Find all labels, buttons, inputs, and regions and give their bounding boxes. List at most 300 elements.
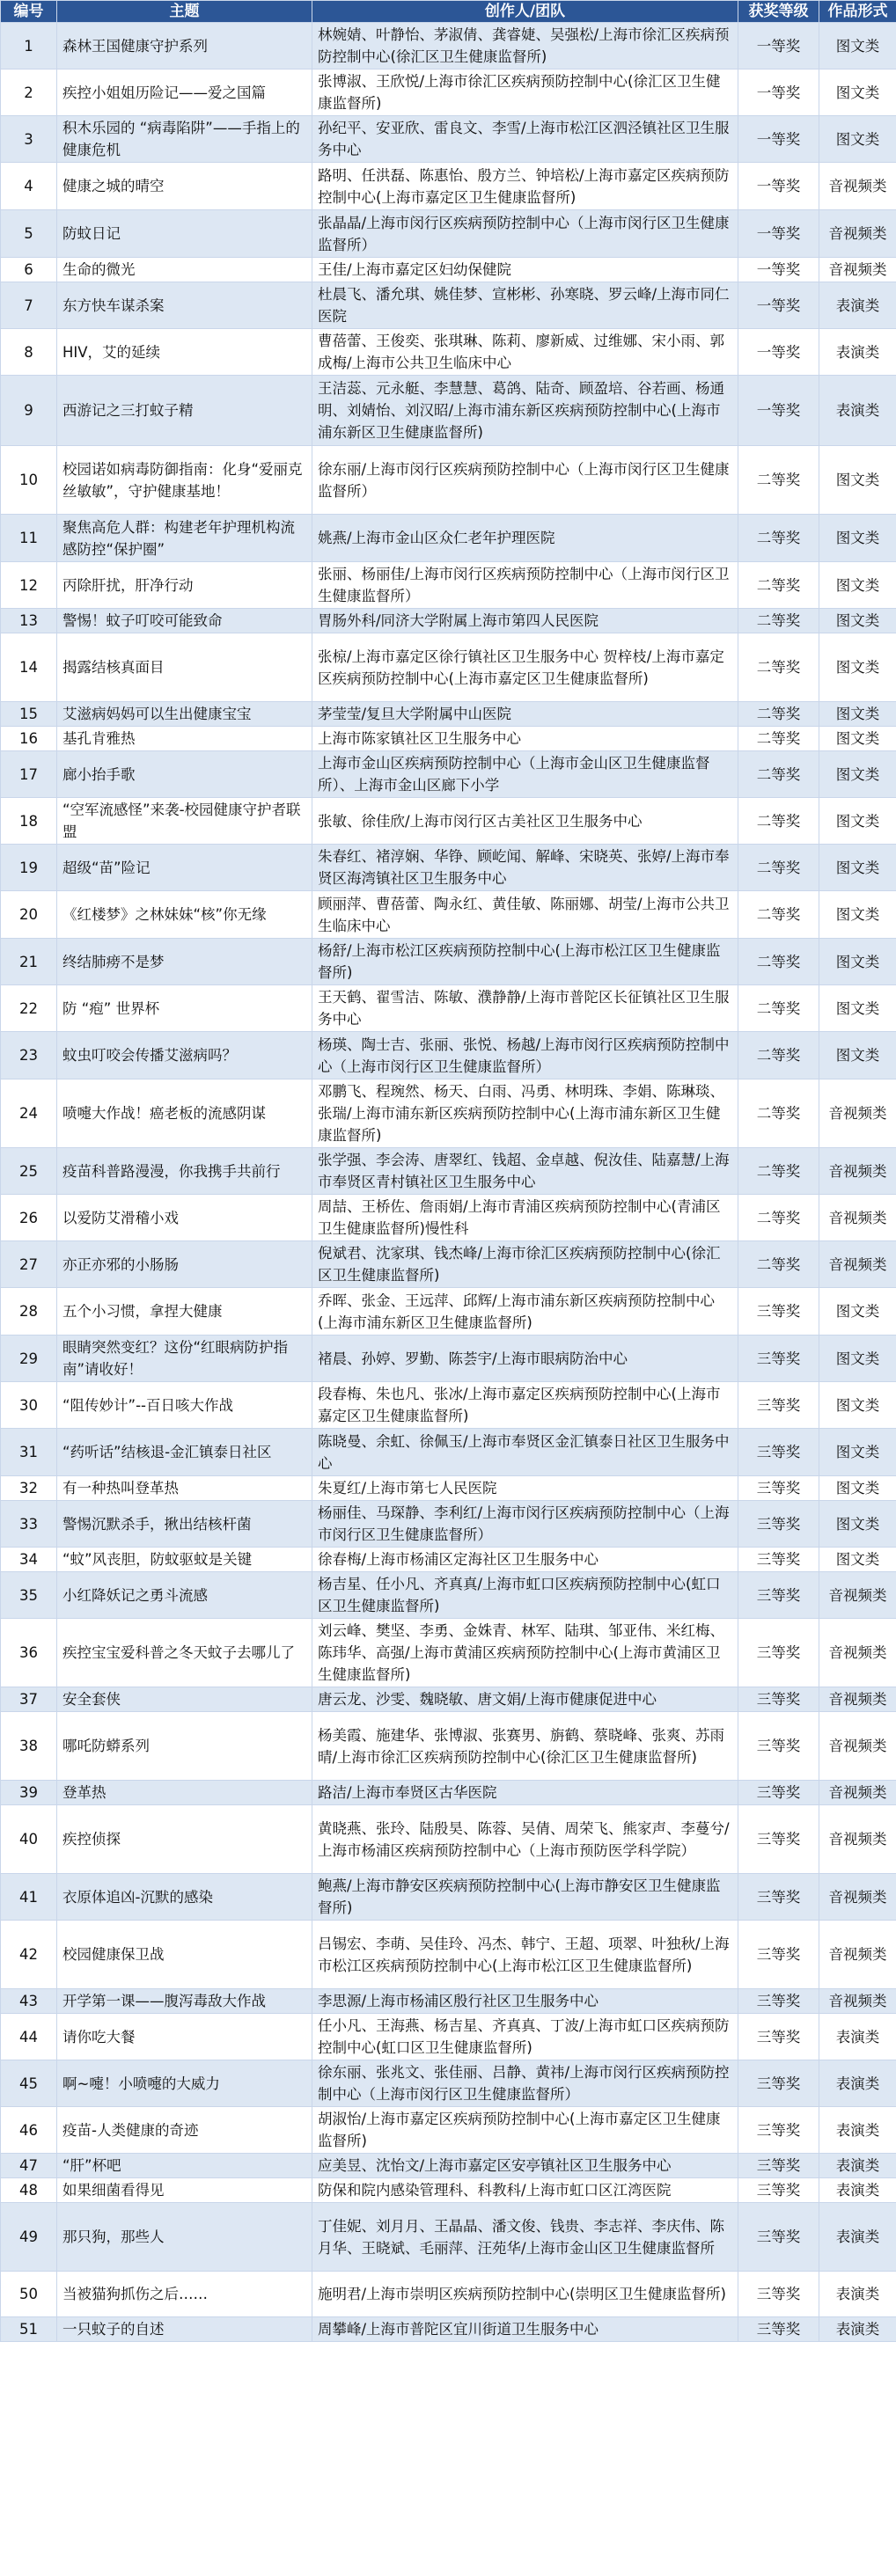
cell-form: 表演类 — [819, 2060, 896, 2107]
table-row — [1, 163, 896, 210]
cell-no: 21 — [1, 939, 57, 985]
cell-title: 基孔肯雅热 — [57, 727, 312, 751]
cell-form: 音视频类 — [819, 1805, 896, 1874]
cell-no: 34 — [1, 1548, 57, 1572]
cell-award: 二等奖 — [738, 845, 819, 891]
cell-award: 三等奖 — [738, 2272, 819, 2317]
cell-award: 一等奖 — [738, 210, 819, 258]
cell-no: 1 — [1, 23, 57, 70]
cell-award: 二等奖 — [738, 751, 819, 798]
cell-no: 16 — [1, 727, 57, 751]
cell-no: 35 — [1, 1572, 57, 1619]
cell-award: 三等奖 — [738, 2154, 819, 2178]
cell-award: 一等奖 — [738, 116, 819, 163]
cell-award: 二等奖 — [738, 446, 819, 515]
cell-award: 二等奖 — [738, 1032, 819, 1079]
cell-team: 徐东丽、张兆文、张佳丽、吕静、黄祎/上海市闵行区疾病预防控制中心（上海市闵行区卫生健康监督所） — [312, 2060, 738, 2107]
cell-no: 3 — [1, 116, 57, 163]
cell-form: 表演类 — [819, 2107, 896, 2154]
table-row — [1, 1874, 896, 1921]
cell-form: 图文类 — [819, 1288, 896, 1336]
cell-award: 三等奖 — [738, 2014, 819, 2060]
cell-no: 12 — [1, 562, 57, 609]
cell-form: 表演类 — [819, 282, 896, 329]
table-row — [1, 515, 896, 562]
cell-no: 9 — [1, 376, 57, 446]
cell-no: 30 — [1, 1382, 57, 1429]
cell-award: 三等奖 — [738, 1921, 819, 1989]
table-row — [1, 2060, 896, 2107]
cell-no: 39 — [1, 1781, 57, 1805]
table-row — [1, 633, 896, 702]
cell-no: 26 — [1, 1195, 57, 1241]
cell-form: 图文类 — [819, 1476, 896, 1501]
table-row — [1, 1921, 896, 1989]
cell-award: 一等奖 — [738, 329, 819, 376]
cell-form: 图文类 — [819, 633, 896, 702]
cell-award: 三等奖 — [738, 1336, 819, 1382]
cell-award: 三等奖 — [738, 1712, 819, 1781]
cell-form: 图文类 — [819, 985, 896, 1032]
cell-team: 黄晓燕、张玲、陆殷昊、陈蓉、吴倩、周荣飞、熊家声、李蔓兮/上海市杨浦区疾病预防控制中心（上海市预防医学科学院） — [312, 1805, 738, 1874]
cell-no: 2 — [1, 70, 57, 116]
cell-team: 上海市陈家镇社区卫生服务中心 — [312, 727, 738, 751]
table-row — [1, 1989, 896, 2014]
cell-title: 安全套侠 — [57, 1687, 312, 1712]
table-row — [1, 1429, 896, 1476]
cell-no: 11 — [1, 515, 57, 562]
cell-form: 表演类 — [819, 2178, 896, 2203]
table-row — [1, 845, 896, 891]
cell-team: 周喆、王桥佐、詹雨娟/上海市青浦区疾病预防控制中心(青浦区卫生健康监督所)慢性科 — [312, 1195, 738, 1241]
cell-award: 三等奖 — [738, 1572, 819, 1619]
cell-award: 三等奖 — [738, 1619, 819, 1687]
table-row — [1, 2317, 896, 2342]
table-row — [1, 282, 896, 329]
table-row — [1, 939, 896, 985]
cell-no: 50 — [1, 2272, 57, 2317]
cell-team: 杨美霞、施建华、张博淑、张赛男、旃鹤、蔡晓峰、张爽、苏雨晴/上海市徐汇区疾病预防控制中心(徐汇区卫生健康监督所) — [312, 1712, 738, 1781]
cell-form: 表演类 — [819, 2272, 896, 2317]
cell-award: 三等奖 — [738, 1687, 819, 1712]
cell-no: 44 — [1, 2014, 57, 2060]
table-row — [1, 1032, 896, 1079]
table-row — [1, 116, 896, 163]
cell-team: 姚燕/上海市金山区众仁老年护理医院 — [312, 515, 738, 562]
table-row — [1, 1805, 896, 1874]
cell-title: 终结肺痨不是梦 — [57, 939, 312, 985]
table-row — [1, 1288, 896, 1336]
cell-title: 森林王国健康守护系列 — [57, 23, 312, 70]
cell-title: HIV，艾的延续 — [57, 329, 312, 376]
cell-award: 二等奖 — [738, 798, 819, 845]
cell-title: 西游记之三打蚊子精 — [57, 376, 312, 446]
table-row — [1, 1079, 896, 1148]
cell-form: 图文类 — [819, 1548, 896, 1572]
cell-title: 如果细菌看得见 — [57, 2178, 312, 2203]
cell-team: 吕锡宏、李萌、吴佳玲、冯杰、韩宁、王超、项翠、叶独秋/上海市松江区疾病预防控制中心(上海市松江区卫生健康监督所) — [312, 1921, 738, 1989]
header-row — [1, 1, 896, 23]
cell-team: 杨瑛、陶士吉、张丽、张悦、杨越/上海市闵行区疾病预防控制中心（上海市闵行区卫生健康监督所） — [312, 1032, 738, 1079]
cell-award: 三等奖 — [738, 1476, 819, 1501]
cell-no: 17 — [1, 751, 57, 798]
cell-no: 23 — [1, 1032, 57, 1079]
cell-title: 小红降妖记之勇斗流感 — [57, 1572, 312, 1619]
cell-title: 防 “疱” 世界杯 — [57, 985, 312, 1032]
cell-form: 音视频类 — [819, 258, 896, 282]
cell-team: 段春梅、朱也凡、张冰/上海市嘉定区疾病预防控制中心(上海市嘉定区卫生健康监督所) — [312, 1382, 738, 1429]
cell-team: 路洁/上海市奉贤区古华医院 — [312, 1781, 738, 1805]
cell-no: 51 — [1, 2317, 57, 2342]
cell-no: 22 — [1, 985, 57, 1032]
cell-team: 张学强、李会涛、唐翠红、钱超、金卓越、倪汝佳、陆嘉慧/上海市奉贤区青村镇社区卫生服务中心 — [312, 1148, 738, 1195]
cell-team: 顾丽萍、曹蓓蕾、陶永红、黄佳敏、陈丽娜、胡莹/上海市公共卫生临床中心 — [312, 891, 738, 939]
cell-no: 47 — [1, 2154, 57, 2178]
cell-form: 图文类 — [819, 70, 896, 116]
table-row — [1, 2272, 896, 2317]
cell-team: 邓鹏飞、程琬然、杨天、白雨、冯勇、林明珠、李娟、陈琳琰、张瑞/上海市浦东新区疾病预防控制中心(上海市浦东新区卫生健康监督所) — [312, 1079, 738, 1148]
cell-no: 19 — [1, 845, 57, 891]
cell-team: 路明、任洪磊、陈惠怡、殷方兰、钟培松/上海市嘉定区疾病预防控制中心(上海市嘉定区卫生健康监督所) — [312, 163, 738, 210]
cell-no: 33 — [1, 1501, 57, 1548]
table-row — [1, 2178, 896, 2203]
cell-no: 20 — [1, 891, 57, 939]
cell-form: 音视频类 — [819, 1687, 896, 1712]
cell-award: 三等奖 — [738, 2060, 819, 2107]
cell-team: 唐云龙、沙雯、魏晓敏、唐文娟/上海市健康促进中心 — [312, 1687, 738, 1712]
cell-title: 廊小抬手歌 — [57, 751, 312, 798]
cell-form: 音视频类 — [819, 1619, 896, 1687]
table-row — [1, 1241, 896, 1288]
cell-form: 音视频类 — [819, 1079, 896, 1148]
cell-award: 三等奖 — [738, 2203, 819, 2272]
cell-form: 图文类 — [819, 23, 896, 70]
cell-team: 胃肠外科/同济大学附属上海市第四人民医院 — [312, 609, 738, 633]
cell-title: 那只狗，那些人 — [57, 2203, 312, 2272]
table-row — [1, 1572, 896, 1619]
cell-title: 疫苗科普路漫漫，你我携手共前行 — [57, 1148, 312, 1195]
cell-no: 31 — [1, 1429, 57, 1476]
cell-title: 以爱防艾滑稽小戏 — [57, 1195, 312, 1241]
cell-form: 音视频类 — [819, 1874, 896, 1921]
cell-title: 积木乐园的 “病毒陷阱”——手指上的健康危机 — [57, 116, 312, 163]
cell-award: 二等奖 — [738, 633, 819, 702]
cell-team: 王佳/上海市嘉定区妇幼保健院 — [312, 258, 738, 282]
cell-form: 图文类 — [819, 116, 896, 163]
cell-team: 张椋/上海市嘉定区徐行镇社区卫生服务中心 贺梓枝/上海市嘉定区疾病预防控制中心(上海市嘉定区卫生健康监督所) — [312, 633, 738, 702]
cell-no: 40 — [1, 1805, 57, 1874]
cell-form: 表演类 — [819, 2203, 896, 2272]
table-row — [1, 798, 896, 845]
cell-title: “肝”杯吧 — [57, 2154, 312, 2178]
cell-title: 衣原体追凶-沉默的感染 — [57, 1874, 312, 1921]
table-row — [1, 1501, 896, 1548]
cell-award: 二等奖 — [738, 1148, 819, 1195]
cell-title: 五个小习惯，拿捏大健康 — [57, 1288, 312, 1336]
table-row — [1, 2014, 896, 2060]
cell-title: 疾控宝宝爱科普之冬天蚊子去哪儿了 — [57, 1619, 312, 1687]
cell-award: 三等奖 — [738, 1805, 819, 1874]
cell-title: 哪吒防蟒系列 — [57, 1712, 312, 1781]
cell-no: 46 — [1, 2107, 57, 2154]
table-row — [1, 1382, 896, 1429]
cell-title: 喷嚏大作战！癌老板的流感阴谋 — [57, 1079, 312, 1148]
cell-title: “药听话”结核退-金汇镇泰日社区 — [57, 1429, 312, 1476]
cell-award: 三等奖 — [738, 2178, 819, 2203]
header-team: 创作人/团队 — [312, 1, 738, 23]
cell-title: 生命的微光 — [57, 258, 312, 282]
cell-team: 朱夏红/上海市第七人民医院 — [312, 1476, 738, 1501]
cell-title: 揭露结核真面目 — [57, 633, 312, 702]
table-row — [1, 1712, 896, 1781]
cell-team: 徐东丽/上海市闵行区疾病预防控制中心（上海市闵行区卫生健康监督所） — [312, 446, 738, 515]
cell-no: 7 — [1, 282, 57, 329]
table-row — [1, 1195, 896, 1241]
cell-team: 林婉婧、叶静怡、茅淑倩、龚睿婕、吴强松/上海市徐汇区疾病预防控制中心(徐汇区卫生健康监督所) — [312, 23, 738, 70]
cell-award: 二等奖 — [738, 1079, 819, 1148]
table-row — [1, 2107, 896, 2154]
cell-title: 警惕沉默杀手，揪出结核杆菌 — [57, 1501, 312, 1548]
cell-no: 25 — [1, 1148, 57, 1195]
cell-team: 任小凡、王海燕、杨吉星、齐真真、丁波/上海市虹口区疾病预防控制中心(虹口区卫生健康监督所) — [312, 2014, 738, 2060]
cell-award: 二等奖 — [738, 985, 819, 1032]
cell-award: 二等奖 — [738, 727, 819, 751]
table-row — [1, 727, 896, 751]
table-row — [1, 2203, 896, 2272]
table-row — [1, 1548, 896, 1572]
cell-form: 图文类 — [819, 446, 896, 515]
header-title: 主题 — [57, 1, 312, 23]
cell-title: “空军流感怪”来袭-校园健康守护者联盟 — [57, 798, 312, 845]
cell-form: 音视频类 — [819, 1572, 896, 1619]
cell-award: 三等奖 — [738, 1989, 819, 2014]
table-row — [1, 376, 896, 446]
table-row — [1, 329, 896, 376]
cell-team: 周攀峰/上海市普陀区宜川街道卫生服务中心 — [312, 2317, 738, 2342]
cell-team: 胡淑怡/上海市嘉定区疾病预防控制中心(上海市嘉定区卫生健康监督所) — [312, 2107, 738, 2154]
cell-title: 艾滋病妈妈可以生出健康宝宝 — [57, 702, 312, 727]
table-row — [1, 1687, 896, 1712]
cell-title: 丙除肝扰，肝净行动 — [57, 562, 312, 609]
cell-team: 张晶晶/上海市闵行区疾病预防控制中心（上海市闵行区卫生健康监督所） — [312, 210, 738, 258]
cell-no: 37 — [1, 1687, 57, 1712]
cell-title: 东方快车谋杀案 — [57, 282, 312, 329]
cell-no: 32 — [1, 1476, 57, 1501]
cell-team: 杨舒/上海市松江区疾病预防控制中心(上海市松江区卫生健康监督所) — [312, 939, 738, 985]
cell-award: 一等奖 — [738, 282, 819, 329]
header-no: 编号 — [1, 1, 57, 23]
cell-team: 乔晖、张金、王远萍、邱辉/上海市浦东新区疾病预防控制中心(上海市浦东新区卫生健康监督所) — [312, 1288, 738, 1336]
cell-award: 二等奖 — [738, 515, 819, 562]
cell-award: 一等奖 — [738, 163, 819, 210]
table-row — [1, 446, 896, 515]
table-row — [1, 562, 896, 609]
cell-form: 图文类 — [819, 1382, 896, 1429]
table-body — [1, 23, 896, 2342]
cell-award: 二等奖 — [738, 891, 819, 939]
cell-no: 48 — [1, 2178, 57, 2203]
cell-title: 校园健康保卫战 — [57, 1921, 312, 1989]
cell-title: 《红楼梦》之林妹妹“核”你无缘 — [57, 891, 312, 939]
cell-form: 图文类 — [819, 702, 896, 727]
cell-title: 眼睛突然变红？这份“红眼病防护指南”请收好！ — [57, 1336, 312, 1382]
cell-no: 42 — [1, 1921, 57, 1989]
cell-title: 请你吃大餐 — [57, 2014, 312, 2060]
cell-team: 张丽、杨丽佳/上海市闵行区疾病预防控制中心（上海市闵行区卫生健康监督所） — [312, 562, 738, 609]
cell-title: 超级“苗”险记 — [57, 845, 312, 891]
cell-form: 图文类 — [819, 1032, 896, 1079]
cell-form: 音视频类 — [819, 1241, 896, 1288]
cell-form: 图文类 — [819, 515, 896, 562]
cell-no: 41 — [1, 1874, 57, 1921]
cell-form: 音视频类 — [819, 210, 896, 258]
cell-award: 一等奖 — [738, 23, 819, 70]
cell-team: 张敏、徐佳欣/上海市闵行区古美社区卫生服务中心 — [312, 798, 738, 845]
cell-team: 孙纪平、安亚欣、雷良文、李雪/上海市松江区泗泾镇社区卫生服务中心 — [312, 116, 738, 163]
cell-award: 三等奖 — [738, 1874, 819, 1921]
cell-award: 三等奖 — [738, 2107, 819, 2154]
cell-team: 鲍燕/上海市静安区疾病预防控制中心(上海市静安区卫生健康监督所) — [312, 1874, 738, 1921]
cell-form: 表演类 — [819, 2317, 896, 2342]
cell-title: 校园诺如病毒防御指南：化身“爱丽克丝敏敏”，守护健康基地！ — [57, 446, 312, 515]
cell-no: 49 — [1, 2203, 57, 2272]
cell-form: 图文类 — [819, 751, 896, 798]
cell-form: 音视频类 — [819, 1781, 896, 1805]
cell-title: 疫苗-人类健康的奇迹 — [57, 2107, 312, 2154]
cell-team: 丁佳妮、刘月月、王晶晶、潘文俊、钱贵、李志祥、李庆伟、陈月华、王晓斌、毛丽萍、汪苑华/上海市金山区卫生健康监督所 — [312, 2203, 738, 2272]
cell-no: 45 — [1, 2060, 57, 2107]
cell-award: 三等奖 — [738, 1429, 819, 1476]
cell-no: 36 — [1, 1619, 57, 1687]
cell-award: 一等奖 — [738, 258, 819, 282]
cell-title: 当被猫狗抓伤之后…… — [57, 2272, 312, 2317]
cell-team: 倪斌君、沈家琪、钱杰峰/上海市徐汇区疾病预防控制中心(徐汇区卫生健康监督所) — [312, 1241, 738, 1288]
table-row — [1, 609, 896, 633]
cell-form: 表演类 — [819, 329, 896, 376]
cell-award: 二等奖 — [738, 1195, 819, 1241]
cell-title: 疾控小姐姐历险记——爱之国篇 — [57, 70, 312, 116]
cell-title: 有一种热叫登革热 — [57, 1476, 312, 1501]
cell-team: 防保和院内感染管理科、科教科/上海市虹口区江湾医院 — [312, 2178, 738, 2203]
cell-title: 亦正亦邪的小肠肠 — [57, 1241, 312, 1288]
cell-team: 茅莹莹/复旦大学附属中山医院 — [312, 702, 738, 727]
cell-no: 10 — [1, 446, 57, 515]
cell-title: 一只蚊子的自述 — [57, 2317, 312, 2342]
cell-form: 图文类 — [819, 798, 896, 845]
cell-form: 音视频类 — [819, 1989, 896, 2014]
cell-form: 图文类 — [819, 609, 896, 633]
header-award: 获奖等级 — [738, 1, 819, 23]
cell-no: 14 — [1, 633, 57, 702]
cell-form: 音视频类 — [819, 1195, 896, 1241]
cell-title: 疾控侦探 — [57, 1805, 312, 1874]
cell-form: 图文类 — [819, 1501, 896, 1548]
cell-award: 二等奖 — [738, 1241, 819, 1288]
table-row — [1, 891, 896, 939]
cell-form: 表演类 — [819, 376, 896, 446]
cell-team: 施明君/上海市崇明区疾病预防控制中心(崇明区卫生健康监督所) — [312, 2272, 738, 2317]
cell-award: 二等奖 — [738, 562, 819, 609]
cell-team: 李思源/上海市杨浦区殷行社区卫生服务中心 — [312, 1989, 738, 2014]
cell-no: 28 — [1, 1288, 57, 1336]
cell-team: 王洁蕊、元永艇、李慧慧、葛鸽、陆奇、顾盈培、谷若画、杨通明、刘婧怡、刘汉昭/上海市浦东新区疾病预防控制中心(上海市浦东新区卫生健康监督所) — [312, 376, 738, 446]
cell-no: 15 — [1, 702, 57, 727]
cell-title: 蚊虫叮咬会传播艾滋病吗？ — [57, 1032, 312, 1079]
cell-no: 29 — [1, 1336, 57, 1382]
cell-team: 朱春红、褚淳娴、华铮、顾屹闻、解峰、宋晓英、张婷/上海市奉贤区海湾镇社区卫生服务中心 — [312, 845, 738, 891]
cell-title: 登革热 — [57, 1781, 312, 1805]
cell-title: 聚焦高危人群：构建老年护理机构流感防控“保护圈” — [57, 515, 312, 562]
cell-no: 5 — [1, 210, 57, 258]
cell-team: 杨丽佳、马琛静、李利红/上海市闵行区疾病预防控制中心（上海市闵行区卫生健康监督所） — [312, 1501, 738, 1548]
cell-team: 应美昱、沈怡文/上海市嘉定区安亭镇社区卫生服务中心 — [312, 2154, 738, 2178]
table-row — [1, 751, 896, 798]
cell-award: 三等奖 — [738, 1382, 819, 1429]
cell-award: 三等奖 — [738, 1781, 819, 1805]
cell-form: 图文类 — [819, 1429, 896, 1476]
cell-no: 13 — [1, 609, 57, 633]
cell-no: 18 — [1, 798, 57, 845]
cell-title: 警惕！蚊子叮咬可能致命 — [57, 609, 312, 633]
cell-form: 图文类 — [819, 891, 896, 939]
table-row — [1, 1148, 896, 1195]
cell-title: 防蚊日记 — [57, 210, 312, 258]
cell-no: 4 — [1, 163, 57, 210]
cell-no: 27 — [1, 1241, 57, 1288]
cell-form: 音视频类 — [819, 1148, 896, 1195]
cell-award: 一等奖 — [738, 70, 819, 116]
table-row — [1, 1476, 896, 1501]
cell-team: 上海市金山区疾病预防控制中心（上海市金山区卫生健康监督所）、上海市金山区廊下小学 — [312, 751, 738, 798]
cell-award: 三等奖 — [738, 1548, 819, 1572]
cell-award: 二等奖 — [738, 702, 819, 727]
cell-team: 杜晨飞、潘允琪、姚佳梦、宣彬彬、孙寒晓、罗云峰/上海市同仁医院 — [312, 282, 738, 329]
cell-award: 一等奖 — [738, 376, 819, 446]
table-row — [1, 23, 896, 70]
table-row — [1, 985, 896, 1032]
cell-title: “蚊”风丧胆，防蚊驱蚊是关键 — [57, 1548, 312, 1572]
cell-team: 刘云峰、樊坚、李勇、金姝青、林军、陆琪、邹亚伟、米红梅、陈玮华、高强/上海市黄浦区疾病预防控制中心(上海市黄浦区卫生健康监督所) — [312, 1619, 738, 1687]
table-row — [1, 258, 896, 282]
table-row — [1, 70, 896, 116]
cell-award: 三等奖 — [738, 2317, 819, 2342]
cell-form: 音视频类 — [819, 163, 896, 210]
cell-team: 王天鹤、翟雪洁、陈敏、濮静静/上海市普陀区长征镇社区卫生服务中心 — [312, 985, 738, 1032]
cell-team: 陈晓曼、余虹、徐佩玉/上海市奉贤区金汇镇泰日社区卫生服务中心 — [312, 1429, 738, 1476]
cell-form: 图文类 — [819, 845, 896, 891]
cell-team: 张博淑、王欣悦/上海市徐汇区疾病预防控制中心(徐汇区卫生健康监督所) — [312, 70, 738, 116]
cell-form: 音视频类 — [819, 1921, 896, 1989]
table-row — [1, 702, 896, 727]
cell-no: 38 — [1, 1712, 57, 1781]
table-row — [1, 2154, 896, 2178]
cell-award: 三等奖 — [738, 1501, 819, 1548]
cell-no: 43 — [1, 1989, 57, 2014]
cell-form: 表演类 — [819, 2014, 896, 2060]
cell-team: 曹蓓蕾、王俊奕、张琪琳、陈莉、廖新威、过维娜、宋小雨、郭成梅/上海市公共卫生临床中心 — [312, 329, 738, 376]
table-row — [1, 210, 896, 258]
cell-form: 图文类 — [819, 727, 896, 751]
cell-form: 音视频类 — [819, 1712, 896, 1781]
cell-title: “阻传妙计”--百日咳大作战 — [57, 1382, 312, 1429]
header-form: 作品形式 — [819, 1, 896, 23]
cell-award: 二等奖 — [738, 939, 819, 985]
cell-no: 8 — [1, 329, 57, 376]
cell-award: 三等奖 — [738, 1288, 819, 1336]
table-row — [1, 1781, 896, 1805]
cell-team: 褚晨、孙婷、罗勤、陈荟宇/上海市眼病防治中心 — [312, 1336, 738, 1382]
table-row — [1, 1619, 896, 1687]
